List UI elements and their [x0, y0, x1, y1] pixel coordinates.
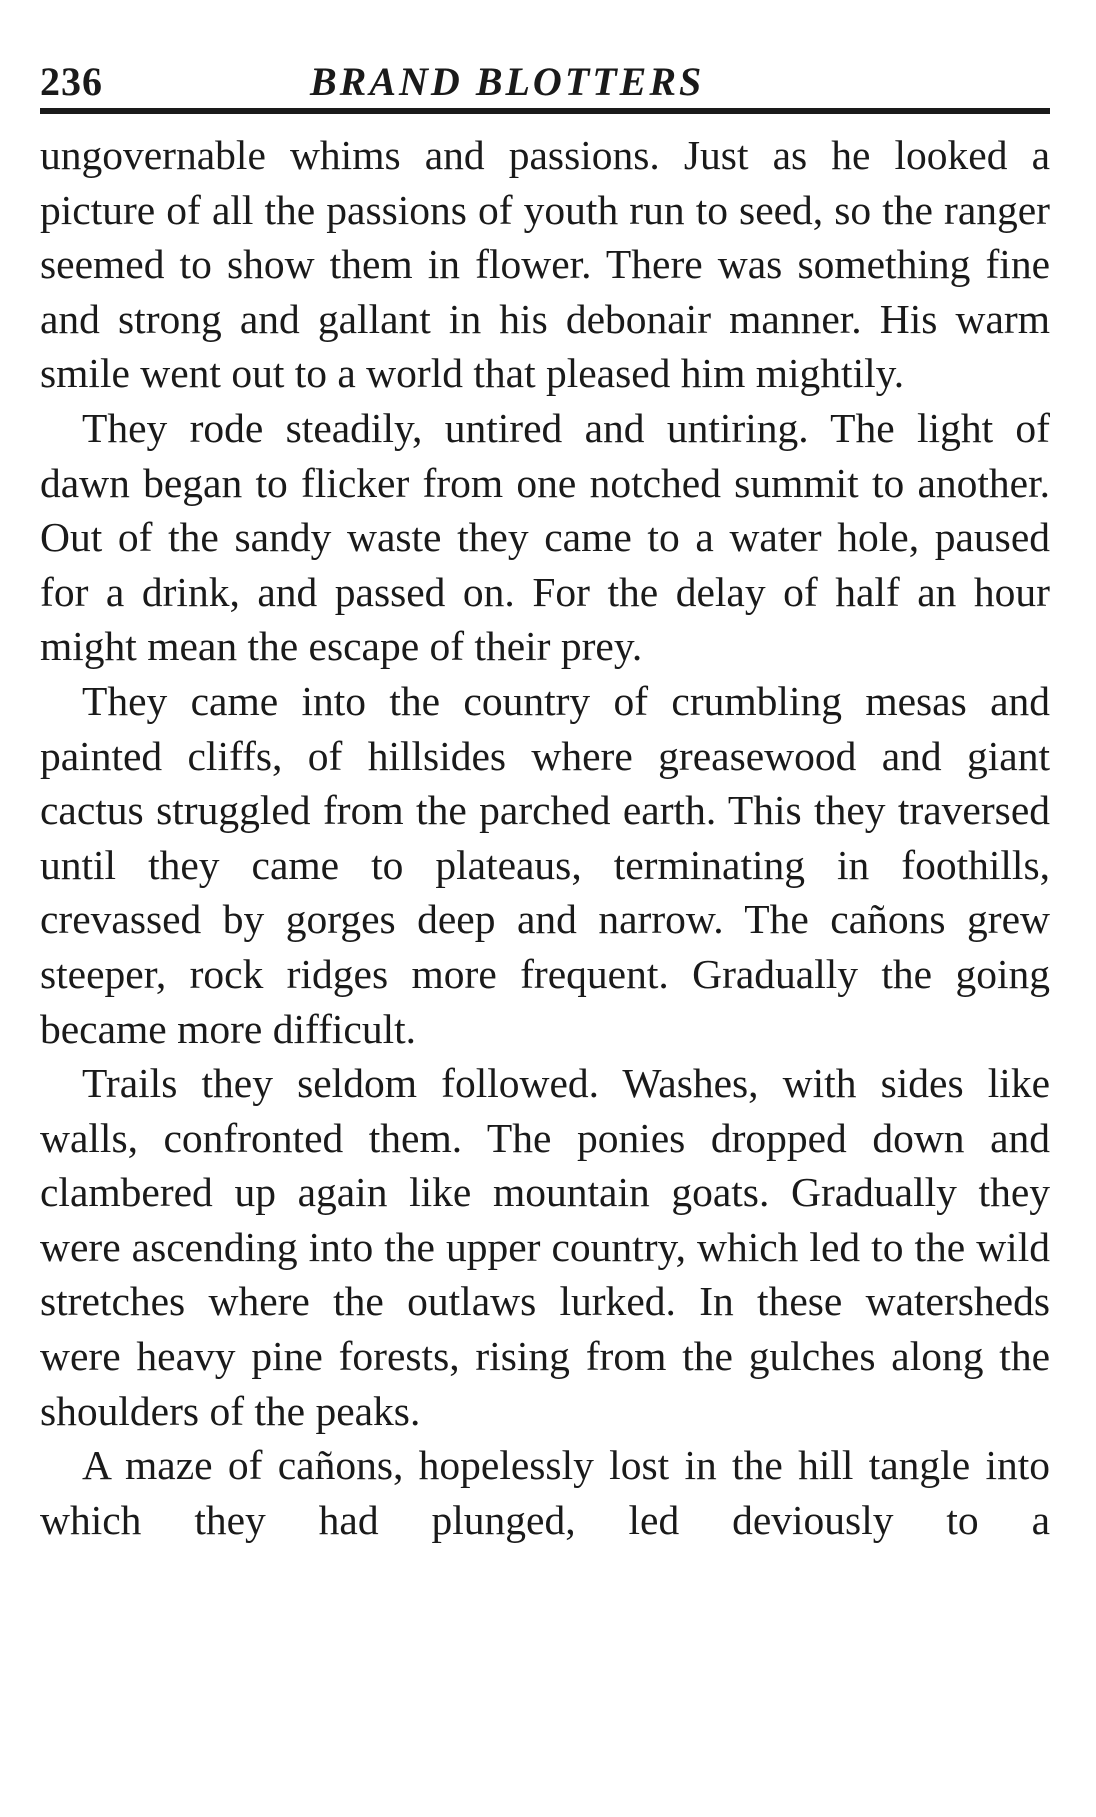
paragraph-canons-maze: A maze of cañons, hopelessly lost in the hill tangle into which they had plunged, led deviously to a	[40, 1442, 1050, 1543]
running-head	[40, 52, 1050, 114]
paragraph-mesas: They came into the country of crumbling mesas and painted cliffs, of hillsides where greasewood and giant cactus struggled from the parched earth. This they traversed until they came to plateaus, terminating in foothills, crevassed by gorges deep and narrow. The cañons grew steeper, rock ridges more frequent. Gradually the going became more difficult.	[40, 677, 1050, 1052]
paragraph-continuation: ungovernable whims and passions. Just as he looked a picture of all the passions of youth run to seed, so the ranger seemed to show them in flower. There was something fine and strong and gallant in his debonair manner. His warm smile went out to a world that pleased him mightily.	[40, 132, 1050, 397]
body-text	[40, 128, 1050, 1547]
book-title: BRAND BLOTTERS	[310, 59, 705, 104]
book-page	[40, 52, 1050, 1547]
paragraph-dawn-ride: They rode steadily, untired and untiring. The light of dawn began to flicker from one notched summit to another. Out of the sandy waste they came to a water hole, paused for a drink, and passed on. For the delay of half an hour might mean the escape of their prey.	[40, 404, 1050, 670]
page-number: 236	[40, 59, 103, 104]
paragraph-trails: Trails they seldom followed. Washes, with sides like walls, confronted them. The ponies dropped down and clambered up again like mountain goats. Gradually they were ascending into the upper country, which led to the wild stretches where the outlaws lurked. In these watersheds were heavy pine forests, rising from the gulches along the shoulders of the peaks.	[40, 1060, 1050, 1434]
